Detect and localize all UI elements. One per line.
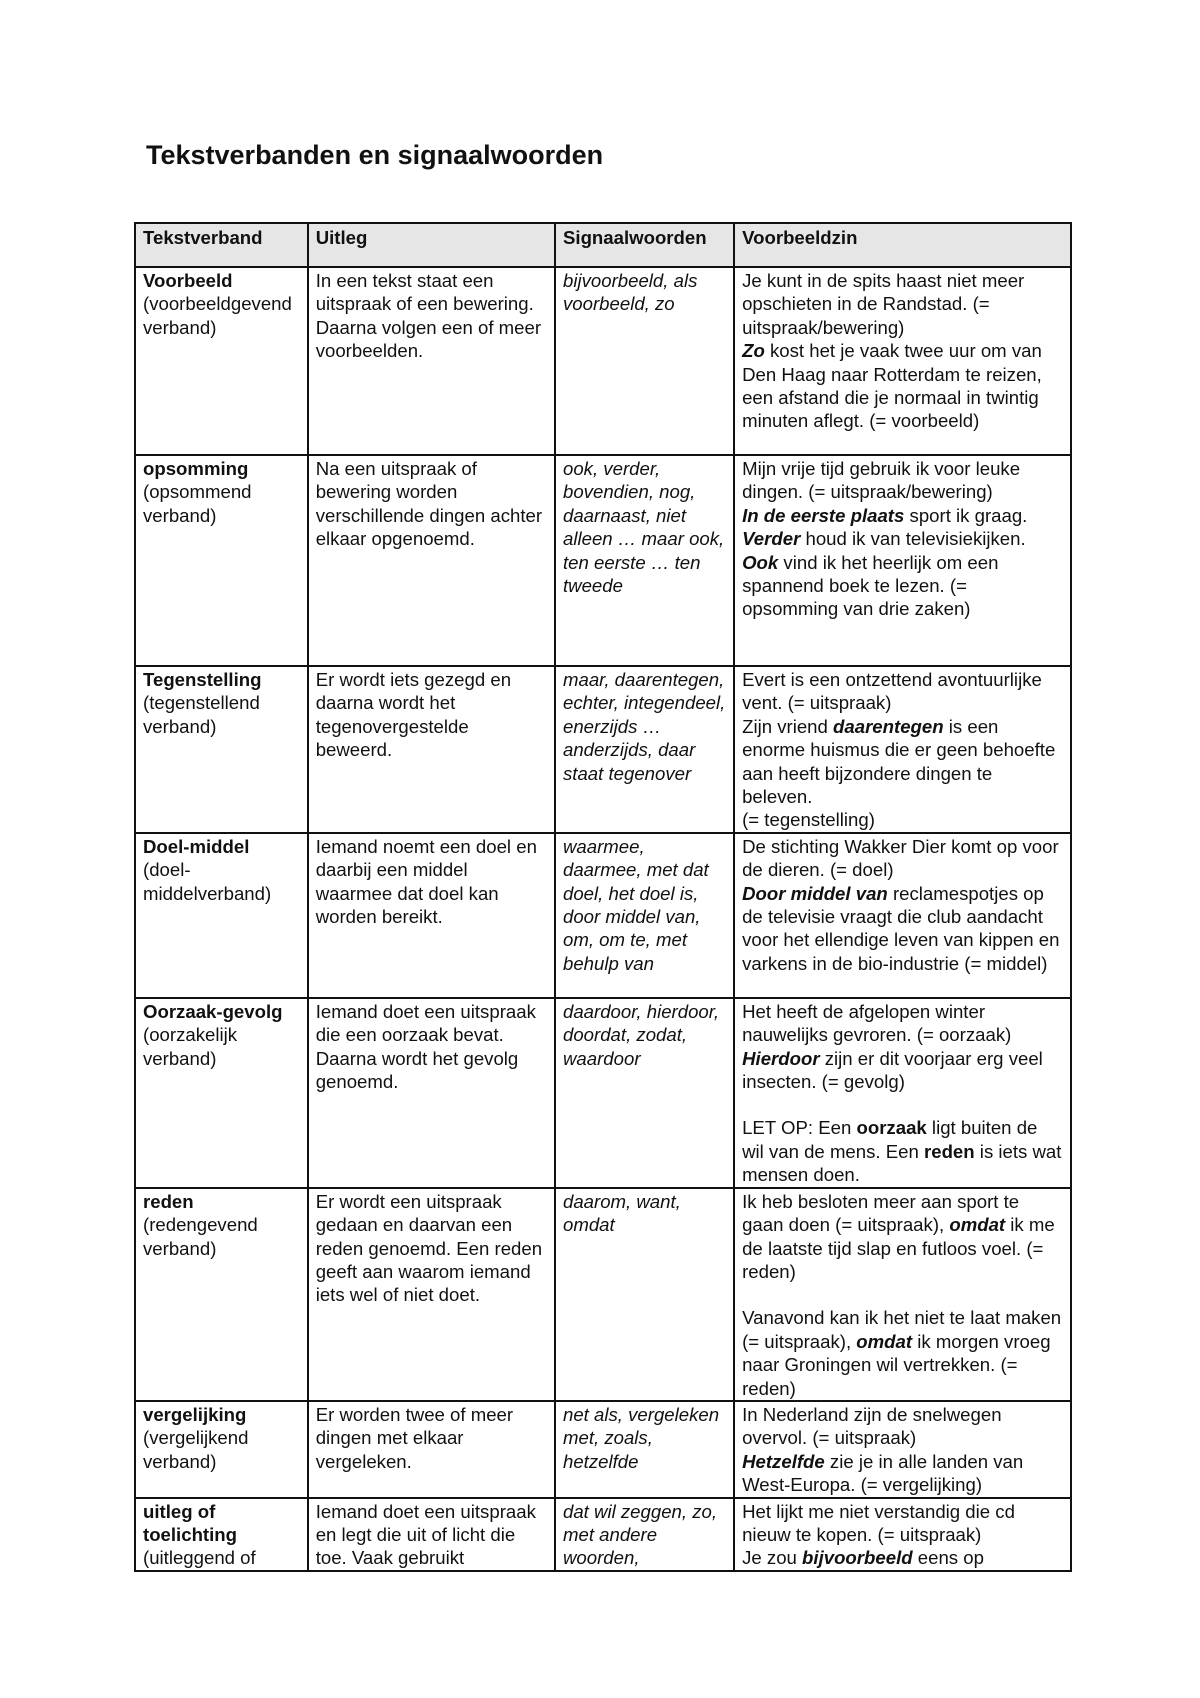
table-row xyxy=(135,1401,1071,1498)
term-sub: (vergelijkend verband) xyxy=(143,1427,249,1472)
example-text: reclamespotjes op de televisie vraagt die club aandacht voor het ellendige leven van kippen en varkens in de bio-industrie (= middel) xyxy=(742,882,1060,974)
cell-uitleg: Na een uitspraak of bewering worden verschillende dingen achter elkaar opgenoemd. xyxy=(308,455,555,666)
cell-signaalwoorden: dat wil zeggen, zo, met andere woorden, xyxy=(555,1498,734,1571)
term-sub: (uitleggend of xyxy=(143,1547,256,1569)
cell-voorbeeldzin xyxy=(734,1498,1071,1571)
cell-uitleg: Iemand noemt een doel en daarbij een middel waarmee dat doel kan worden bereikt. xyxy=(308,833,555,998)
cell-signaalwoorden: daarom, want, omdat xyxy=(555,1188,734,1401)
example-text: De stichting Wakker Dier komt op voor de dieren. (= doel) xyxy=(742,835,1059,881)
cell-voorbeeldzin xyxy=(734,998,1071,1188)
note-keyword: oorzaak xyxy=(856,1117,927,1139)
header-tekstverband: Tekstverband xyxy=(135,223,308,267)
table-row xyxy=(135,455,1071,666)
table-row xyxy=(135,267,1071,455)
signal-words-table xyxy=(134,222,1072,1572)
note-text: is iets wat mensen doen. xyxy=(742,1140,1062,1186)
example-text: Je kunt in de spits haast niet meer opschieten in de Randstad. (= uitspraak/bewering) xyxy=(742,270,1025,338)
term-sub: (voorbeeldgevend verband) xyxy=(143,293,292,338)
term: reden xyxy=(143,1190,194,1212)
example-text: Ik heb besloten meer aan sport te gaan doen (= uitspraak), xyxy=(742,1190,1020,1236)
example-text: (= tegenstelling) xyxy=(742,809,875,831)
signal-word: Hierdoor xyxy=(742,1047,820,1069)
term: Voorbeeld xyxy=(143,270,233,291)
cell-voorbeeldzin xyxy=(734,1188,1071,1401)
term: Doel-middel xyxy=(143,835,250,857)
signal-word: omdat xyxy=(949,1214,1006,1236)
term-sub: (doel-middelverband) xyxy=(143,859,272,904)
table-row xyxy=(135,1188,1071,1401)
note-text: LET OP: Een xyxy=(742,1117,857,1139)
note-text: ligt buiten de wil van de mens. Een xyxy=(742,1117,1038,1162)
header-uitleg: Uitleg xyxy=(308,223,555,267)
cell-signaalwoorden: maar, daarentegen, echter, integendeel, enerzijds … anderzijds, daar staat tegenover xyxy=(555,666,734,833)
cell-uitleg: Er worden twee of meer dingen met elkaar vergeleken. xyxy=(308,1401,555,1498)
cell-tekstverband xyxy=(135,1401,308,1498)
term: uitleg of toelichting xyxy=(143,1500,237,1545)
example-text: ik me de laatste tijd slap en futloos voel. (= reden) xyxy=(742,1214,1055,1282)
cell-voorbeeldzin xyxy=(734,455,1071,666)
cell-signaalwoorden: ook, verder, bovendien, nog, daarnaast, niet alleen … maar ook, ten eerste … ten tweede xyxy=(555,455,734,666)
table-row xyxy=(135,998,1071,1188)
cell-uitleg: Er wordt iets gezegd en daarna wordt het tegenovergestelde beweerd. xyxy=(308,666,555,833)
example-text: sport ik graag. xyxy=(904,504,1028,526)
term: Tegenstelling xyxy=(143,669,262,690)
term: vergelijking xyxy=(143,1403,247,1425)
cell-uitleg: Iemand doet een uitspraak en legt die uit of licht die toe. Vaak gebruikt xyxy=(308,1498,555,1571)
page-title: Tekstverbanden en signaalwoorden xyxy=(146,140,604,170)
cell-tekstverband xyxy=(135,1498,308,1571)
note-keyword: reden xyxy=(924,1140,975,1162)
example-text: Evert is een ontzettend avontuurlijke vent. (= uitspraak) xyxy=(742,669,1042,714)
cell-uitleg: Er wordt een uitspraak gedaan en daarvan een reden genoemd. Een reden geeft aan waarom iemand iets wel of niet doet. xyxy=(308,1188,555,1401)
header-voorbeeldzin: Voorbeeldzin xyxy=(734,223,1071,267)
table-header-row xyxy=(135,223,1071,267)
term: Oorzaak-gevolg xyxy=(143,1000,283,1022)
example-text: ik morgen vroeg naar Groningen wil vertrekken. (= reden) xyxy=(742,1330,1051,1399)
example-text: houd ik van televisiekijken. xyxy=(800,528,1026,550)
cell-uitleg: Iemand doet een uitspraak die een oorzaak bevat. Daarna wordt het gevolg genoemd. xyxy=(308,998,555,1188)
example-text: Het lijkt me niet verstandig die cd nieuw te kopen. (= uitspraak) xyxy=(742,1500,1015,1545)
cell-uitleg: In een tekst staat een uitspraak of een bewering. Daarna volgen een of meer voorbeelden. xyxy=(308,267,555,455)
example-text: eens op xyxy=(912,1547,984,1569)
term: opsomming xyxy=(143,458,249,479)
table-row xyxy=(135,833,1071,998)
cell-signaalwoorden: bijvoorbeeld, als voorbeeld, zo xyxy=(555,267,734,455)
example-text: In Nederland zijn de snelwegen overvol. (= uitspraak) xyxy=(742,1403,1002,1449)
signal-word: Hetzelfde xyxy=(742,1450,825,1472)
signal-word: bijvoorbeeld xyxy=(802,1547,913,1569)
term-sub: (opsommend verband) xyxy=(143,481,252,526)
example-text: Het heeft de afgelopen winter nauwelijks gevroren. (= oorzaak) xyxy=(742,1000,1012,1046)
signal-word: omdat xyxy=(856,1330,913,1352)
example-text: zie je in alle landen van West-Europa. (= vergelijking) xyxy=(742,1450,1024,1496)
cell-tekstverband xyxy=(135,1188,308,1401)
cell-tekstverband xyxy=(135,833,308,998)
example-text: kost het je vaak twee uur om van Den Haag naar Rotterdam te reizen, een afstand die je normaal in twintig minuten aflegt. (= voorbeeld) xyxy=(742,340,1042,432)
cell-voorbeeldzin xyxy=(734,1401,1071,1498)
signal-word: daarentegen xyxy=(833,715,944,737)
signal-word: Ook xyxy=(742,551,779,573)
example-text: vind ik het heerlijk om een spannend boek te lezen. (= opsomming van drie zaken) xyxy=(742,551,999,620)
example-text: Vanavond kan ik het niet te laat maken (= uitspraak), xyxy=(742,1307,1062,1352)
cell-tekstverband xyxy=(135,267,308,455)
signal-word: In de eerste plaats xyxy=(742,504,905,526)
term-sub: (tegenstellend verband) xyxy=(143,692,260,737)
signal-word: Verder xyxy=(742,528,801,550)
cell-voorbeeldzin xyxy=(734,267,1071,455)
signal-word: Door middel van xyxy=(742,882,888,904)
cell-signaalwoorden: waarmee, daarmee, met dat doel, het doel is, door middel van, om, om te, met behulp van xyxy=(555,833,734,998)
cell-signaalwoorden: daardoor, hierdoor, doordat, zodat, waardoor xyxy=(555,998,734,1188)
signal-word: Zo xyxy=(742,340,765,362)
cell-tekstverband xyxy=(135,455,308,666)
term-sub: (oorzakelijk verband) xyxy=(143,1024,238,1069)
cell-tekstverband xyxy=(135,998,308,1188)
example-text: is een enorme huismus die er geen behoefte aan heeft bijzondere dingen te beleven. xyxy=(742,715,1056,808)
header-signaalwoorden: Signaalwoorden xyxy=(555,223,734,267)
cell-voorbeeldzin xyxy=(734,666,1071,833)
term-sub: (redengevend verband) xyxy=(143,1214,258,1259)
table-row xyxy=(135,1498,1071,1571)
table-row xyxy=(135,666,1071,833)
cell-tekstverband xyxy=(135,666,308,833)
example-text: zijn er dit voorjaar erg veel insecten. (= gevolg) xyxy=(742,1047,1043,1093)
cell-voorbeeldzin xyxy=(734,833,1071,998)
cell-signaalwoorden: net als, vergeleken met, zoals, hetzelfde xyxy=(555,1401,734,1498)
example-text: Zijn vriend xyxy=(742,715,834,737)
example-text: Mijn vrije tijd gebruik ik voor leuke dingen. (= uitspraak/bewering) xyxy=(742,458,1021,503)
example-text: Je zou xyxy=(742,1547,803,1569)
